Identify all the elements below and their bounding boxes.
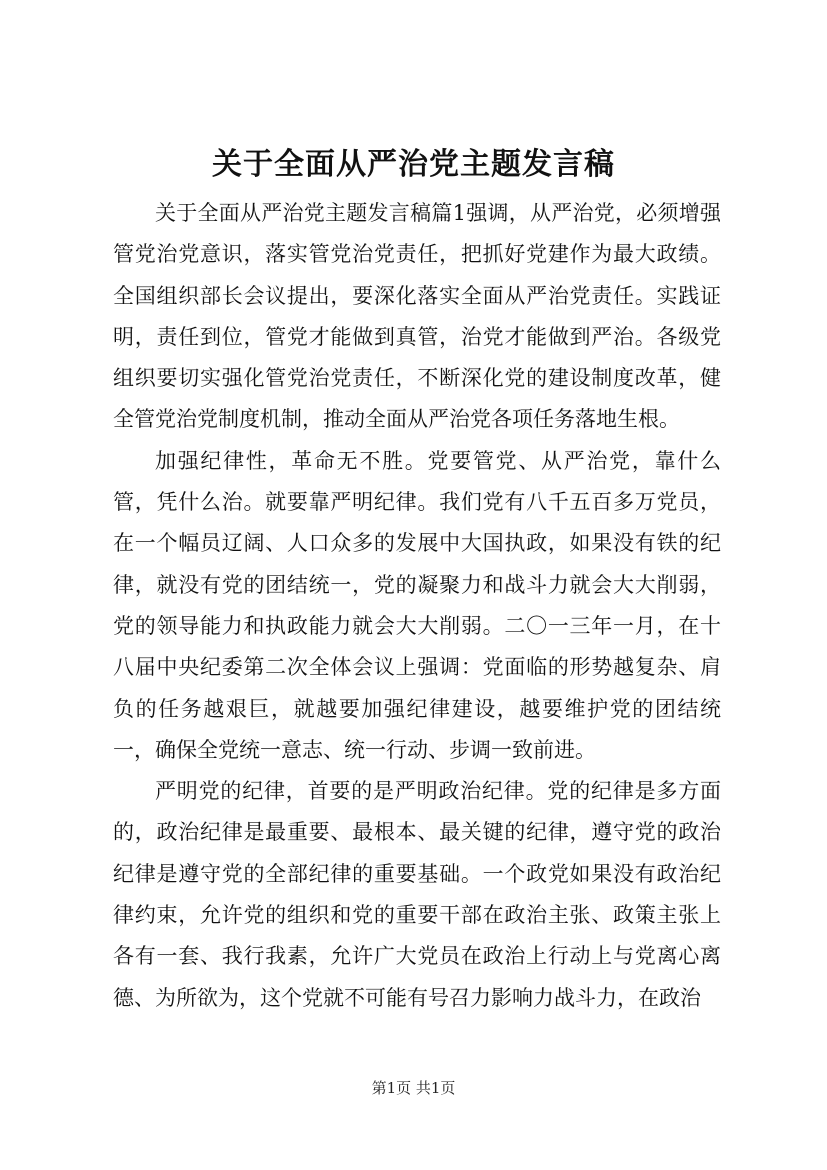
paragraph-2: 加强纪律性，革命无不胜。党要管党、从严治党，靠什么管，凭什么治。就要靠严明纪律。我们党有八千五百多万党员，在一个幅员辽阔、人口众多的发展中大国执政，如果没有铁的纪律，就没有党的团结统一，党的凝聚力和战斗力就会大大削弱，党的领导能力和执政能力就会大大削弱。二〇一三年一月，在十八届中央纪委第二次全体会议上强调：党面临的形势越复杂、肩负的任务越艰巨，就越要加强纪律建设，越要维护党的团结统一，确保全党统一意志、统一行动、步调一致前进。 — [113, 448, 721, 762]
paragraph-1: 关于全面从严治党主题发言稿篇1强调，从严治党，必须增强管党治党意识，落实管党治党责任，把抓好党建作为最大政绩。全国组织部长会议提出，要深化落实全面从严治党责任。实践证明，责任到位，管党才能做到真管，治党才能做到严治。各级党组织要切实强化管党治党责任，不断深化党的建设制度改革，健全管党治党制度机制，推动全面从严治党各项任务落地生根。 — [113, 201, 721, 432]
page-footer: 第1页 共1页 — [371, 1079, 456, 1097]
document-title: 关于全面从严治党主题发言稿 — [212, 147, 615, 182]
paragraph-3: 严明党的纪律，首要的是严明政治纪律。党的纪律是多方面的，政治纪律是最重要、最根本、最关键的纪律，遵守党的政治纪律是遵守党的全部纪律的重要基础。一个政党如果没有政治纪律约束，允许党的组织和党的重要干部在政治主张、政策主张上各有一套、我行我素，允许广大党员在政治上行动上与党离心离德、为所欲为，这个党就不可能有号召力影响力战斗力，在政治 — [113, 779, 721, 1010]
document-body — [113, 193, 721, 1019]
